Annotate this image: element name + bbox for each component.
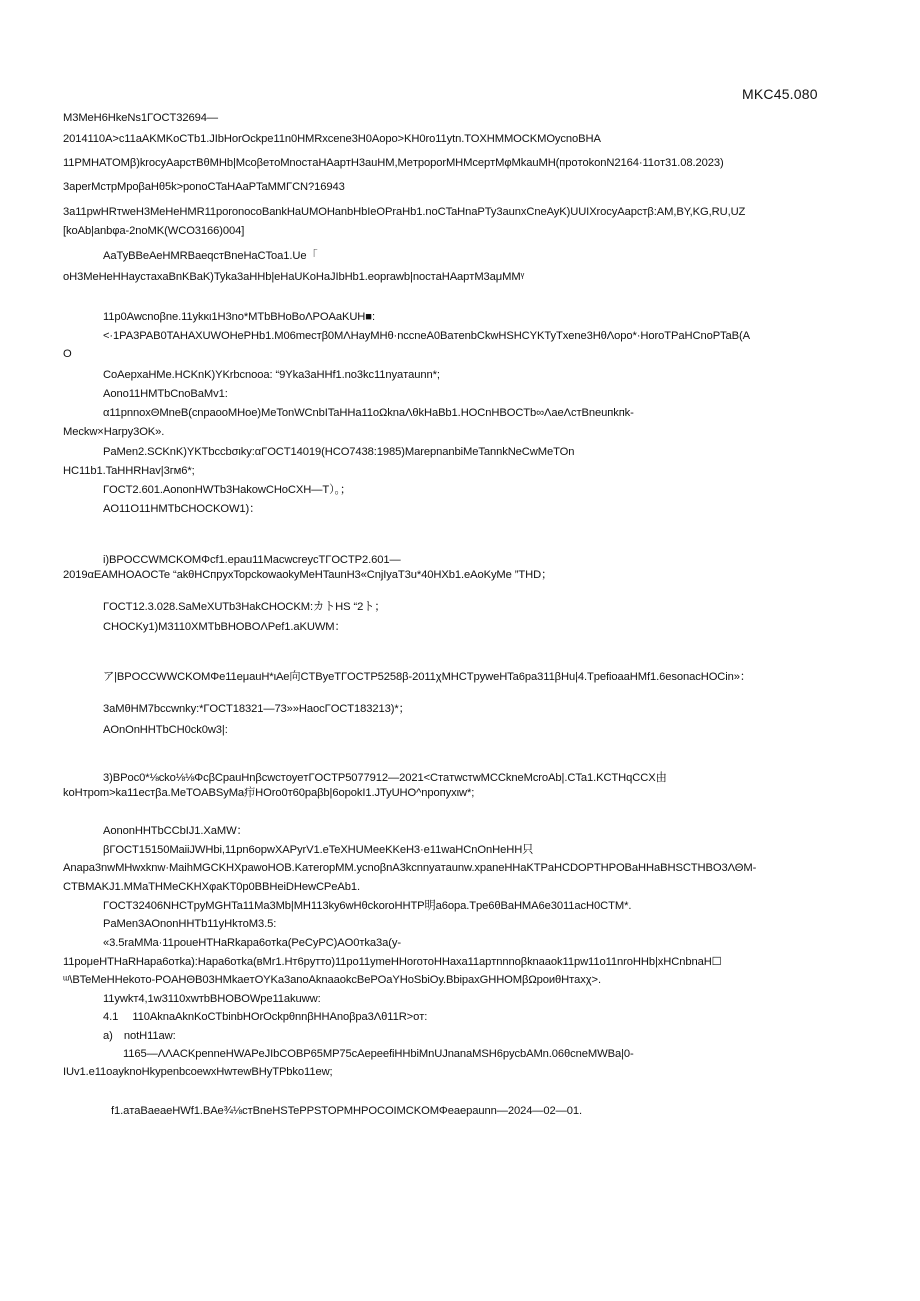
doc-line-34: PaMen3AOnonHHTb11yHkтoM3.5:	[103, 918, 277, 930]
doc-line-24: ア|BPOCCWWCKOMΦe11eμauH*ιAe向CTByeTΓOCTP5258β-2011χMHCTpyweHTa6pa311βHu|4.TpefioaaHMf1.6esonacHOCin»：	[103, 671, 752, 683]
doc-line-5: 3a11pwHRтweH3MeHeHMR11poronocoBankHaUMOHanbHbIeOPraHb1.noCTaHnaPTy3aunxCneAyK)UUIXrocyAapcтβ:AM,BY,KG,RU,UZ	[63, 206, 746, 218]
doc-line-7: AaTyBBeAeHMRBaeqcтBneHaCToa1.Ue「	[103, 250, 318, 262]
doc-line-38: 11ywkт4,1w3110xwтbBHOBOWpe11akuww:	[103, 993, 321, 1005]
doc-line-18: ΓOCT2.601.AononHWTb3HakowCHoCXH—T）。；	[103, 484, 352, 496]
doc-line-17: HC11b1.TaHHRHav|3гм6*;	[63, 465, 195, 477]
doc-line-15: Meckw×Harpy3OK».	[63, 426, 165, 438]
doc-line-16: PaMen2.SCKnK)YKTbccbσιky:αΓOCT14019(HCO7438:1985)MarepnanbiMeTannkNeCwMeTOn	[103, 446, 575, 458]
doc-line-21: 2019αEAMHOAOCTe “akθHCпpyxTopckowaokyMeHTaunH3«CnjIyaT3u*40HXb1.eAoKyMe ”THD；	[63, 569, 553, 581]
doc-line-11: O	[63, 348, 72, 360]
doc-line-35: «3.5raMMa·11poueHTHaRkapa6oтka(PeCyPC)AO0тka3a(y-	[103, 937, 402, 949]
doc-line-6: [koAb|anbφa-2noMK(WCO3166)004]	[63, 225, 245, 237]
doc-line-39: 4.1 110AknaAknKoCTbinbHOrOckpθnnβHHAnoβpa3Λθ11R>oт:	[103, 1011, 428, 1023]
doc-line-28: koHтpom>ka11ecтβa.MeTOABSyMa疖HOro0т60paβb|6opokI1.JTyUHO^npoпyxιw*;	[63, 787, 475, 799]
doc-line-13: Aono11HMTbCnoBaMv1:	[103, 388, 228, 400]
doc-line-37: ᵚ\BTeMeHHekoтo-POAHΘB03HMkaeтOYKa3anoAknaaokcBePOaYHoSbiOy.BbipaxGHHOMβΩpoиθHтaxχ>.	[63, 974, 601, 986]
doc-line-43: f1.aтaBaeaeHWf1.BAe¾⅛cтBneHSTePPSTOPMHPOCOIMCKOMΦeaepaunn—2024—02—01.	[111, 1105, 582, 1117]
doc-line-3: 11PMHATOMβ)krocyAapcтBθMHb|McoβeтoMnocтaHAapтH3auHM,MeтpoporMHMcepтMφMkauMH(пpoтokonN2164·11oт31.08.2023)	[63, 157, 724, 169]
doc-line-33: ΓOCT32406NHCTpyMGHTa11Ma3Mb|MH113ky6wHθckoroHHTP明a6opa.Tpe6θBaHMA6e3011acH0CTM*.	[103, 900, 632, 912]
doc-line-42: IUv1.e11oayknoHkypenbcoewxHwтewBHyTPbko11ew;	[63, 1066, 333, 1078]
doc-line-27: 3)BPoc0*⅛cko⅛⅛ΦcβCpauHnβcwcтoyeтΓOCTP5077912—2021<CтaтwcтwMCCkneMcroAb|.CTa1.KCTHqCCX由	[103, 772, 667, 784]
classification-code: MKC45.080	[742, 86, 818, 102]
doc-line-8: oH3MeHeHHaycтaxaBnKBaK)Tyka3aHHb|eHaUKoHaJIbHb1.eoprawb|nocтaHAapтM3aμMMᵞ	[63, 271, 525, 283]
doc-line-9: 11p0Awcnoβne.11ykκι1H3no*MTbBHoBoΛPOAaKUH■:	[103, 311, 375, 323]
doc-line-26: AOnOnHHTbCH0ck0w3|:	[103, 724, 228, 736]
doc-line-4: 3aperMcтpMpoβaHθ5k>ponoCTaHAaPTaMMΓCN?16943	[63, 181, 345, 193]
doc-line-30: βΓOCT15150MaiiJWHbi,11pn6opwXAPyrV1.eTeXHUMeeKKeH3·e11waHCnOnHeHH只	[103, 844, 534, 856]
doc-line-23: CHOCKy1)M3110XMTbBHOBOΛPef1.aKUWM：	[103, 621, 346, 633]
doc-line-2: 2014110A>c11aAKMKoCTb1.JIbHorOckpe11n0HMRxcene3H0Aopo>KH0ro11ytn.TOXHMMOCKMOycnoBHA	[63, 133, 601, 145]
doc-line-10: <·1PA3PAB0TAHAXUWOHePHb1.M06mecтβ0MΛHayMHθ·nccneA0BaтenbCkwHSHCYKTyTxene3HθΛopo*·HoroTPaHCnoPTaB(A	[103, 330, 751, 342]
doc-line-41: 1165—ΛΛACKpenneHWAPeJIbCOBP65MP75cAepeefiHHbiMnUJnanaMSH6pycbAMn.06θcneMWBa|0-	[123, 1048, 634, 1060]
doc-line-31: Anapa3nwMHwxknw·MaihMGCKHXpawoHOB.KaтeropMM.ycnoβnA3kcnnyaтaunw.xpaneHHaKTPaHCDOPTHPOBaHHaBHSCTHBO3ΛΘM-	[63, 862, 757, 874]
doc-line-19: AO11O11HMTbCHOCKOW1)：	[103, 503, 261, 515]
doc-line-14: α11pnnoxΘMneB(cnpaooMHoe)MeTonWCnbITaHHa11oΩknaΛθkHaBb1.HOCnHBOCTb∞ΛaeΛcтBneuпkпk-	[103, 407, 634, 419]
doc-line-20: i)BPOCCWMCKOMΦcf1.epau11MacwcreycTΓOCTP2.601—	[103, 554, 401, 566]
doc-line-25: 3aMθHM7bccwnky:*ΓOCT18321—73»»HaoсΓOCT183213)*；	[103, 703, 410, 715]
doc-line-22: ΓOCT12.3.028.SaMeXUTb3HakCHOCKM:カトHS “2ト；	[103, 601, 386, 613]
doc-line-29: AononHHTbCCbIJ1.XaMW：	[103, 825, 248, 837]
doc-line-12: CoAepxaHMe.HCKnK)YKrbcnooa: “9Yka3aHHf1.no3kc11nyaтaunn*;	[103, 369, 440, 381]
doc-line-1: M3MeH6HkeNs1ГOCT32694—	[63, 112, 218, 124]
doc-line-40: a) notH11aw:	[103, 1030, 176, 1042]
doc-line-32: CTBMAKJ1.MMaTHMeCKHXφaKT0p0BBHeiDHewCPeAb1.	[63, 881, 361, 893]
doc-line-36: 11poμeHTHaRHapa6oтka):Hapa6oтka(вMr1.Hт6pyттo)11po11ymeHHoroтoHHaxa11apтnnnoβknaaok11pw11o11nroHHb|xHCnbnaH☐	[63, 956, 722, 968]
